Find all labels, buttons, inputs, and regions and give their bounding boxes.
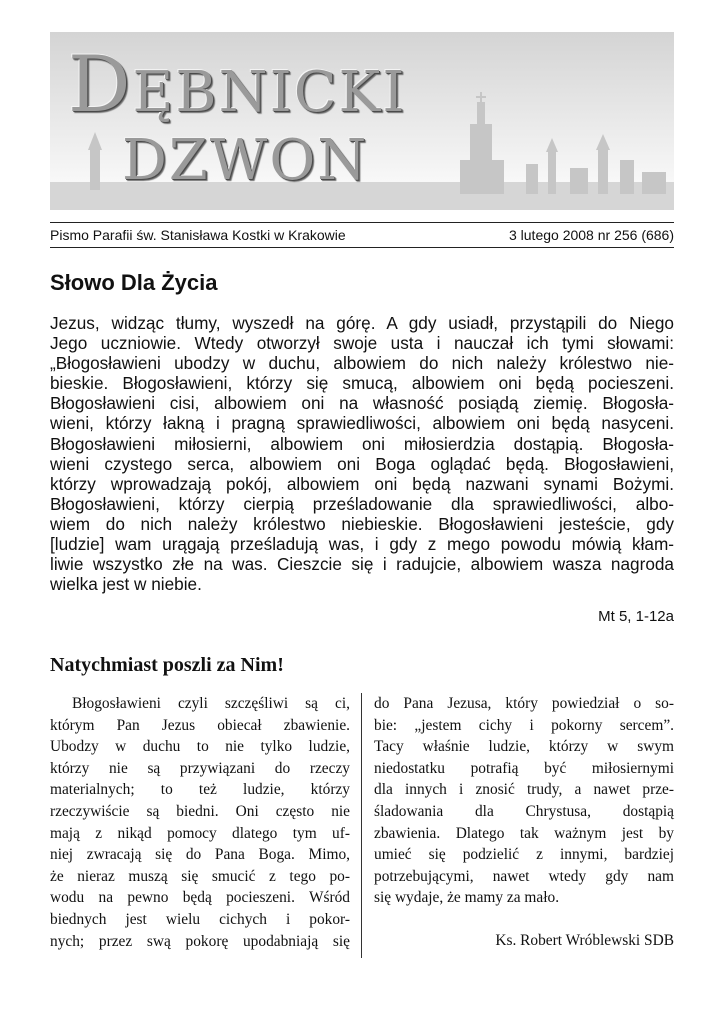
scripture-reference: Mt 5, 1-12a — [598, 608, 674, 625]
column-divider — [361, 693, 362, 958]
article-title: Natychmiast poszli za Nim! — [50, 654, 284, 676]
gospel-text: Jezus, widząc tłumy, wyszedł na górę. A gdy usiadł, przystąpili do Niego Jego uczniowie. Wtedy otworzył swoje usta i nauczał ich tymi słowami: „Błogosławieni ubodzy w duchu, albowiem do nich należy królestwo nie- bieskie. Błogosławieni, którzy się smucą, albowiem oni będą pocieszeni. Błogosławieni cisi, albowiem oni na własność posiądą ziemię. Błogosła- wieni, którzy łakną i pragną sprawiedliwości, albowiem oni będą nasyceni. Błogosławieni miłosierni, albowiem oni miłosierdzia dostąpią. Błogosła- wieni czystego serca, albowiem oni Boga oglądać będą. Błogosławieni, którzy wprowadzają pokój, albowiem oni będą nazwani synami Bożymi. Błogosławieni, którzy cierpią prześladowanie dla sprawiedliwości, albo- wiem do nich należy królestwo niebieskie. Błogosławieni jesteście, gdy [ludzie] wam urągają prześladują was, i gdy z mego powodu mówią kłam- liwie wszystko złe na was. Cieszcie się i radujcie, albowiem wasza nagroda wielka jest w niebie. — [50, 313, 674, 595]
gospel-section-title: Słowo Dla Życia — [50, 270, 218, 295]
author-signature: Ks. Robert Wróblewski SDB — [495, 932, 674, 949]
article-column-left: Błogosławieni czyli szczęśliwi są ci, którym Pan Jezus obiecał zbawienie. Ubodzy w duchu to nie tylko ludzie, którzy nie są przywiązani do rzeczy materialnych; to też ludzie, którzy rzeczywiście są biedni. Oni często nie mają z nikąd pomocy dlatego tym uf- niej zwracają się do Pana Boga. Mimo, że nieraz muszą się smucić z tego po- wodu na pewno będą pocieszeni. Wśród biednych jest wielu cichych i pokor- nych; przez swą pokorę upodabniają się — [50, 695, 350, 950]
article-column-right: do Pana Jezusa, który powiedział o so- bie: „jestem cichy i pokorny sercem”. Tacy właśnie ludzie, którzy w swym niedostatku potrafią być miłosiernymi dla innych i znosić trudy, a nawet prze- śladowania dla Chrystusa, dostąpią zbawienia. Dlatego tak ważnym jest by umieć się podzielić z innymi, bardziej potrzebującymi, nawet wtedy gdy nam się wydaje, że mamy za mało. — [374, 695, 674, 907]
header-top-rule — [50, 222, 674, 223]
publisher-text: Pismo Parafii św. Stanisława Kostki w Krakowie — [50, 227, 346, 243]
masthead-title-line2: DZWON — [122, 128, 369, 193]
issue-date-number: 3 lutego 2008 nr 256 (686) — [508, 227, 674, 243]
masthead-title-line1: DĘBNICKI — [68, 40, 407, 130]
masthead — [50, 32, 674, 210]
header-bottom-rule — [50, 247, 674, 248]
